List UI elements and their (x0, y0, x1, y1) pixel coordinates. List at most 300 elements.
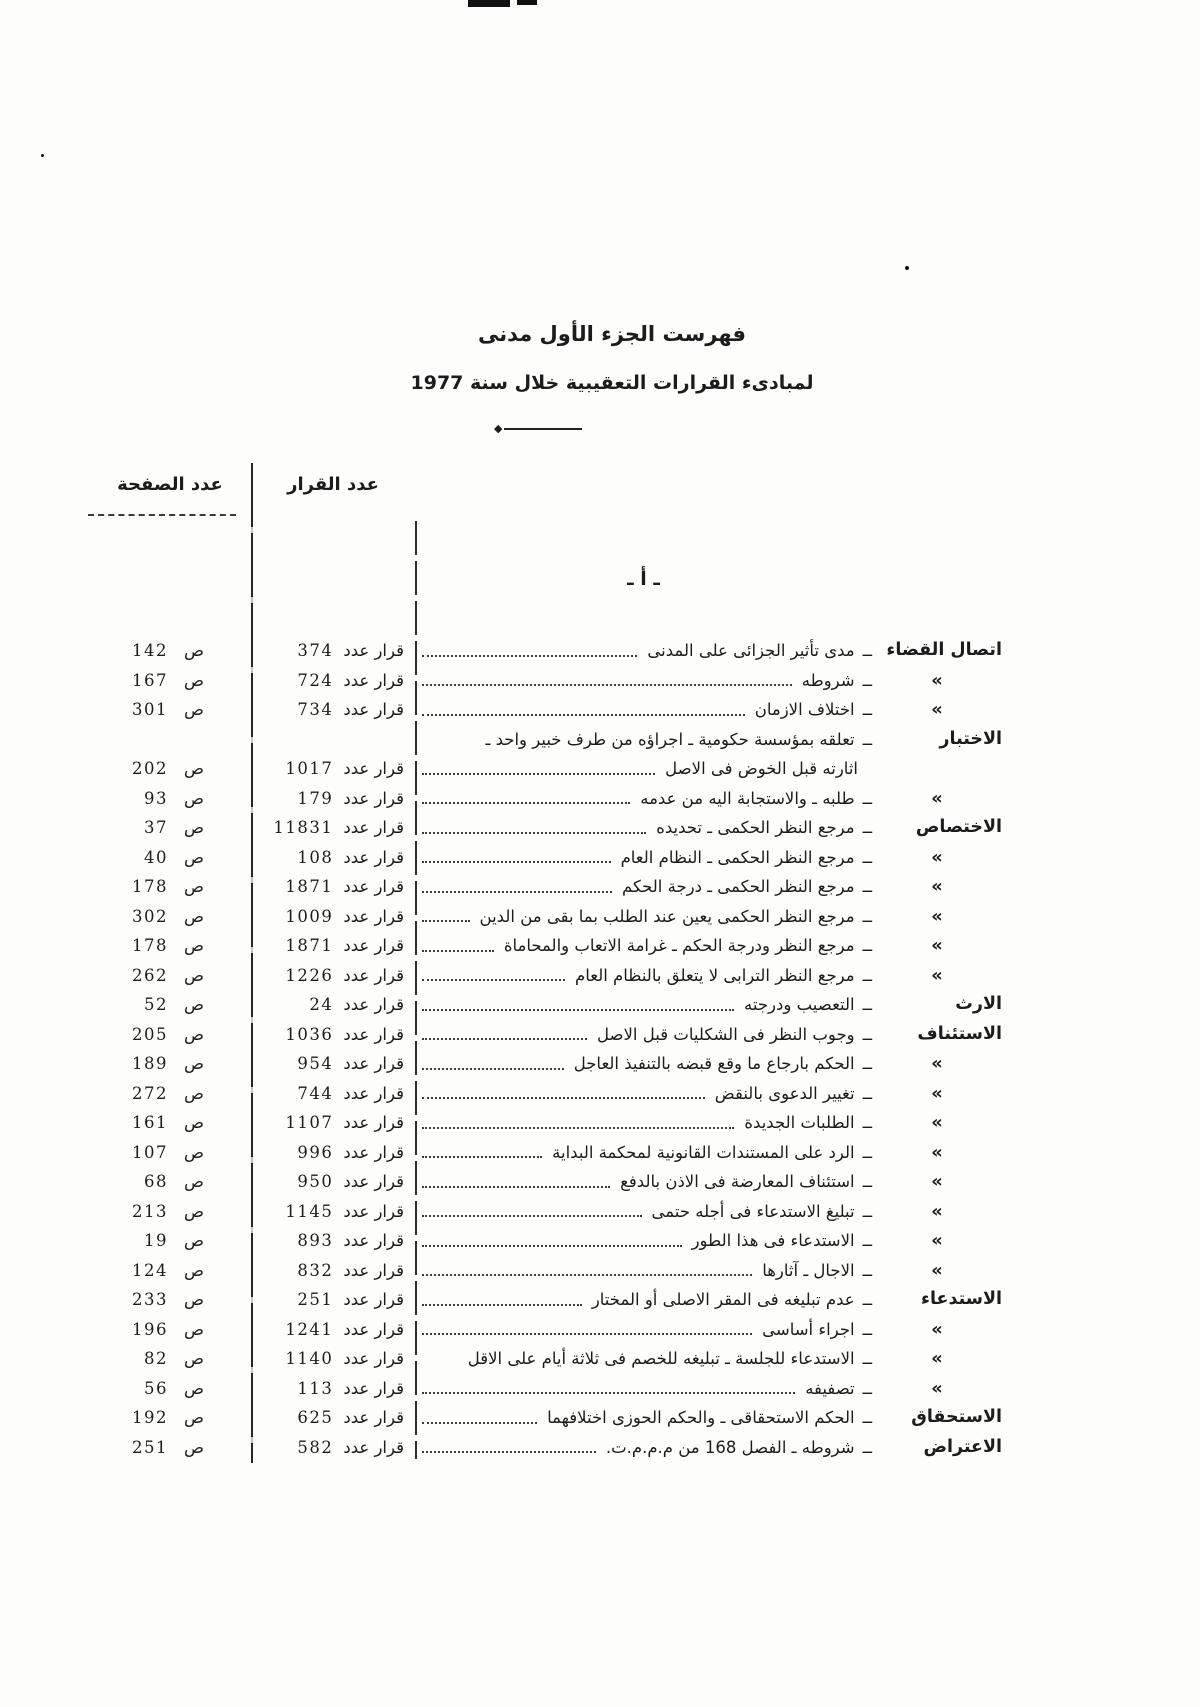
page-prefix: ص (184, 936, 204, 955)
table-row (90, 1403, 1002, 1433)
page-number-cell (90, 1197, 250, 1227)
decision-prefix: قرار عدد (343, 965, 404, 985)
entry-dash: ــ (862, 1024, 872, 1044)
page-number-cell (90, 1079, 250, 1109)
decision-number: 179 (297, 788, 334, 808)
section-label: » (931, 1230, 943, 1251)
page-number-cell (90, 1374, 250, 1404)
page-prefix: ص (184, 906, 204, 926)
decision-number: 734 (297, 700, 334, 719)
dotted-leader (422, 1197, 642, 1218)
page-prefix: ص (184, 788, 204, 808)
page-number: 178 (132, 936, 169, 955)
page-number: 213 (132, 1201, 169, 1221)
entry-description (416, 1374, 872, 1404)
entry-dash: ــ (862, 1290, 872, 1309)
entry-dash: ــ (862, 1054, 872, 1073)
decision-prefix: قرار عدد (343, 1113, 404, 1132)
entry-text: مرجع النظر الترابى لا يتعلق بالنظام العام (574, 965, 855, 985)
dotted-leader (422, 1167, 610, 1188)
page-number: 205 (132, 1024, 169, 1044)
table-row (90, 872, 1002, 902)
page-number-cell (90, 872, 250, 902)
decision-prefix: قرار عدد (343, 1408, 404, 1427)
page-number: 189 (132, 1054, 169, 1073)
section-label: الاعتراض (923, 1436, 1002, 1457)
page-number-cell (90, 1344, 250, 1374)
decision-number-cell (250, 961, 416, 991)
section-label: الاستدعاء (921, 1289, 1002, 1309)
dotted-leader (422, 1374, 795, 1395)
decision-number-cell (250, 1374, 416, 1404)
section-label: » (931, 1348, 943, 1369)
section-label: » (931, 1377, 943, 1399)
decision-number-cell (250, 725, 416, 784)
decision-prefix: قرار عدد (343, 670, 404, 690)
decision-prefix: قرار عدد (343, 1201, 404, 1221)
entry-text: استئناف المعارضة فى الاذن بالدفع (620, 1172, 855, 1191)
entry-description (416, 1433, 872, 1463)
entry-description (416, 813, 872, 843)
page-subtitle: لمبادىء القرارات التعقيبية خلال سنة 1977 (410, 372, 814, 394)
section-label: اتصال القضاء (886, 640, 1002, 660)
decision-number-cell (250, 695, 416, 725)
dotted-leader (422, 872, 612, 893)
entry-line1 (416, 1049, 872, 1079)
decision-prefix: قرار عدد (343, 1231, 404, 1250)
decision-prefix: قرار عدد (343, 1290, 404, 1309)
section-label: الاختبار (939, 728, 1002, 749)
page-prefix: ص (184, 877, 204, 896)
entry-line1 (416, 1344, 872, 1374)
ornamental-divider: ◆ (492, 428, 582, 430)
page-number-cell (90, 961, 250, 991)
dotted-leader (422, 813, 646, 834)
entry-text: الطلبات الجديدة (744, 1113, 855, 1132)
entry-dash: ــ (862, 1378, 872, 1398)
page-number-cell (90, 1108, 250, 1138)
table-row (90, 725, 1002, 784)
page-number-cell (90, 1020, 250, 1050)
page-number-cell (90, 1285, 250, 1315)
entry-description (416, 990, 872, 1020)
scan-artifact (905, 266, 909, 270)
section-label: » (931, 964, 943, 986)
dotted-leader (422, 1403, 537, 1424)
page-number-cell (90, 666, 250, 696)
decision-number-cell (250, 1167, 416, 1197)
entry-dash: ــ (862, 788, 872, 808)
page-number: 52 (144, 995, 169, 1014)
entry-description (416, 902, 872, 932)
decision-number: 108 (297, 847, 334, 867)
entry-line1 (416, 1433, 872, 1463)
page-number: 233 (132, 1290, 169, 1309)
entry-text: مرجع النظر الحكمى ـ النظام العام (620, 847, 855, 867)
entry-dash: ــ (862, 729, 872, 749)
dotted-leader (422, 1226, 682, 1247)
section-label: الارث (955, 994, 1002, 1014)
entry-line1 (416, 725, 872, 755)
page-number-cell (90, 784, 250, 814)
page-number: 262 (132, 965, 169, 985)
decision-prefix: قرار عدد (343, 759, 404, 778)
entry-description (416, 666, 872, 696)
page-number-cell (90, 695, 250, 725)
page-number: 196 (132, 1319, 169, 1339)
decision-number-cell (250, 902, 416, 932)
page-number: 68 (144, 1172, 169, 1191)
dotted-leader (422, 1138, 542, 1159)
entry-text: شروطه ـ الفصل 168 من م.م.م.ت. (605, 1437, 855, 1457)
table-row (90, 695, 1002, 725)
entry-dash: ــ (862, 1349, 872, 1368)
decision-number: 625 (297, 1408, 334, 1427)
decision-number-cell (250, 931, 416, 961)
section-label: الاستئناف (917, 1023, 1002, 1044)
decision-number: 1241 (285, 1319, 334, 1339)
page-prefix: ص (184, 1260, 204, 1280)
entry-dash: ــ (862, 670, 872, 690)
page-number: 40 (144, 847, 169, 867)
decision-number: 1009 (285, 906, 334, 926)
entry-line1 (416, 961, 872, 991)
page-prefix: ص (184, 1201, 204, 1221)
letter-section-marker: ـ أ ـ (627, 568, 660, 590)
decision-number: 1140 (285, 1349, 334, 1368)
entry-dash: ــ (862, 1113, 872, 1132)
entry-text: تصفيفه (805, 1378, 855, 1398)
divider-line (504, 428, 582, 430)
decision-prefix: قرار عدد (343, 1437, 404, 1457)
decision-number: 113 (297, 1378, 334, 1398)
entry-line1 (416, 1315, 872, 1345)
table-row (90, 902, 1002, 932)
decision-number-cell (250, 1403, 416, 1433)
page-prefix: ص (184, 1349, 204, 1368)
entry-line2 (416, 754, 872, 784)
table-row (90, 1433, 1002, 1463)
entry-description (416, 1197, 872, 1227)
entry-description (416, 1049, 872, 1079)
entry-dash: ــ (862, 1231, 872, 1250)
decision-number-cell (250, 1433, 416, 1463)
section-label: » (931, 905, 943, 927)
page-prefix: ص (184, 995, 204, 1014)
decision-number: 24 (309, 995, 334, 1014)
page-number-cell (90, 1138, 250, 1168)
decision-number: 996 (297, 1142, 334, 1162)
page-number-cell (90, 1256, 250, 1286)
entry-text: مرجع النظر الحكمى ـ درجة الحكم (622, 877, 855, 896)
dotted-leader (422, 695, 745, 716)
page-number-cell (90, 902, 250, 932)
section-label: » (931, 1053, 943, 1074)
entry-text: عدم تبليغه فى المقر الاصلى أو المختار (591, 1290, 855, 1309)
entry-text: الحكم بارجاع ما وقع قبضه بالتنفيذ العاجل (573, 1054, 855, 1073)
dotted-leader (422, 931, 494, 952)
page-prefix: ص (184, 1231, 204, 1250)
dotted-leader (422, 784, 630, 805)
entry-line1 (416, 666, 872, 696)
page-prefix: ص (184, 1378, 204, 1398)
page-prefix: ص (184, 1142, 204, 1162)
entry-line1 (416, 1167, 872, 1197)
entry-line1 (416, 902, 872, 932)
section-label: » (931, 787, 943, 809)
page-number-cell (90, 725, 250, 784)
page-number-cell (90, 1226, 250, 1256)
entry-dash: ــ (862, 847, 872, 867)
decision-number-cell (250, 666, 416, 696)
page-prefix: ص (184, 1290, 204, 1309)
entry-line1 (416, 1138, 872, 1168)
decision-number-cell (250, 872, 416, 902)
entry-text: تغيير الدعوى بالنقض (714, 1083, 855, 1103)
entry-text: الاستدعاء للجلسة ـ تبليغه للخصم فى ثلاثة أيام على الاقل (467, 1349, 855, 1368)
entry-description (416, 1256, 872, 1286)
decision-number-cell (250, 1020, 416, 1050)
entry-description (416, 1138, 872, 1168)
decision-prefix: قرار عدد (343, 1319, 404, 1339)
table-row (90, 961, 1002, 991)
decision-number-cell (250, 636, 416, 666)
entry-text: الاستدعاء فى هذا الطور (691, 1231, 855, 1250)
entry-text: طلبه ـ والاستجابة اليه من عدمه (640, 788, 855, 808)
entry-dash: ــ (862, 700, 872, 719)
page-prefix: ص (184, 1172, 204, 1191)
decision-number: 374 (297, 641, 334, 660)
entry-dash: ــ (862, 1201, 872, 1221)
entry-dash: ــ (862, 1142, 872, 1162)
dotted-leader (422, 961, 565, 982)
page-number: 124 (132, 1260, 169, 1280)
decision-number: 744 (297, 1083, 334, 1103)
entry-description (416, 695, 872, 725)
decision-number-cell (250, 1315, 416, 1345)
decision-prefix: قرار عدد (343, 1378, 404, 1398)
decision-number-cell (250, 1285, 416, 1315)
decision-number: 251 (297, 1290, 334, 1309)
page-prefix: ص (184, 700, 204, 719)
entry-text: تبليغ الاستدعاء فى أجله حتمى (651, 1201, 855, 1221)
dotted-leader (422, 990, 734, 1011)
entry-description (416, 784, 872, 814)
toc-rows (90, 636, 1002, 1462)
entry-line1 (416, 872, 872, 902)
page-number-cell (90, 931, 250, 961)
entry-dash: ــ (862, 1408, 872, 1427)
decision-number: 1871 (285, 877, 334, 896)
entry-description (416, 931, 872, 961)
entry-dash: ــ (862, 818, 872, 837)
entry-description (416, 872, 872, 902)
entry-text-continued: اثارته قبل الخوض فى الاصل (665, 759, 858, 778)
page-prefix: ص (184, 847, 204, 867)
dotted-leader (422, 1020, 587, 1041)
table-row (90, 1315, 1002, 1345)
entry-line1 (416, 1226, 872, 1256)
page-number-cell (90, 1403, 250, 1433)
page-col-header: عدد الصفحة (117, 474, 223, 495)
header-dashed-rule (88, 514, 236, 516)
decision-number: 1036 (285, 1024, 334, 1044)
decision-number: 1226 (285, 965, 334, 985)
dotted-leader (422, 1079, 705, 1100)
entry-description (416, 1403, 872, 1433)
dotted-leader (422, 1108, 734, 1129)
entry-text: الاجال ـ آثارها (762, 1260, 855, 1280)
decision-prefix: قرار عدد (343, 1349, 404, 1368)
entry-line1 (416, 1403, 872, 1433)
page-number-cell (90, 1049, 250, 1079)
table-row (90, 843, 1002, 873)
decision-number: 950 (297, 1172, 334, 1191)
entry-line1 (416, 784, 872, 814)
entry-dash: ــ (862, 1083, 872, 1103)
entry-line1 (416, 931, 872, 961)
section-label: الاختصاص (915, 817, 1002, 837)
dotted-leader (422, 1049, 564, 1070)
section-label: الاستحقاق (911, 1407, 1002, 1427)
page-number: 302 (132, 906, 169, 926)
table-row (90, 990, 1002, 1020)
entry-description (416, 961, 872, 991)
page-number: 167 (132, 670, 169, 690)
page-number: 161 (132, 1113, 169, 1132)
page-number-cell (90, 1167, 250, 1197)
entry-text: وجوب النظر فى الشكليات قبل الاصل (596, 1024, 855, 1044)
page-number: 37 (144, 818, 169, 837)
entry-line1 (416, 1256, 872, 1286)
page-number: 19 (144, 1231, 169, 1250)
entry-description (416, 1226, 872, 1256)
section-label: » (931, 1141, 943, 1163)
table-row (90, 1020, 1002, 1050)
entry-text: مدى تأثير الجزائى على المدنى (647, 641, 855, 660)
page-prefix: ص (184, 1054, 204, 1073)
entry-line1 (416, 1285, 872, 1315)
page-number: 82 (144, 1349, 169, 1368)
decision-prefix: قرار عدد (343, 788, 404, 808)
entry-line1 (416, 843, 872, 873)
page-number: 107 (132, 1142, 169, 1162)
page-prefix: ص (184, 641, 204, 660)
entry-text: مرجع النظر الحكمى ـ تحديده (656, 818, 855, 837)
page-prefix: ص (184, 1024, 204, 1044)
entry-line1 (416, 1197, 872, 1227)
dotted-leader (422, 666, 792, 687)
table-row (90, 636, 1002, 666)
decision-number-cell (250, 990, 416, 1020)
table-row (90, 1167, 1002, 1197)
entry-description (416, 1079, 872, 1109)
decision-col-header: عدد القرار (287, 474, 379, 495)
decision-number: 1145 (285, 1201, 334, 1221)
page-prefix: ص (184, 1437, 204, 1457)
decision-prefix: قرار عدد (343, 641, 404, 660)
entry-dash: ــ (862, 906, 872, 926)
page-number: 202 (132, 759, 169, 778)
decision-prefix: قرار عدد (343, 1260, 404, 1280)
entry-text: الرد على المستندات القانونية لمحكمة البداية (552, 1142, 855, 1162)
scan-artifact (41, 154, 44, 157)
dotted-leader (422, 754, 655, 775)
page-prefix: ص (184, 818, 204, 837)
section-label: » (931, 1112, 943, 1133)
decision-number: 1017 (285, 759, 334, 778)
page-number: 178 (132, 877, 169, 896)
decision-number: 1107 (285, 1113, 334, 1132)
decision-number-cell (250, 1256, 416, 1286)
page-number-cell (90, 1433, 250, 1463)
table-row (90, 1197, 1002, 1227)
section-label: » (931, 1171, 943, 1192)
entry-line1 (416, 636, 872, 666)
entry-dash: ــ (862, 1319, 872, 1339)
table-row (90, 1285, 1002, 1315)
page-number: 93 (144, 788, 169, 808)
decision-prefix: قرار عدد (343, 1142, 404, 1162)
decision-number-cell (250, 1197, 416, 1227)
entry-dash: ــ (862, 877, 872, 896)
decision-prefix: قرار عدد (343, 936, 404, 955)
page-prefix: ص (184, 1408, 204, 1427)
decision-number-cell (250, 1138, 416, 1168)
entry-line1 (416, 813, 872, 843)
decision-number-cell (250, 1079, 416, 1109)
entry-dash: ــ (862, 965, 872, 985)
entry-description (416, 1020, 872, 1050)
decision-number-cell (250, 1049, 416, 1079)
table-row (90, 931, 1002, 961)
page-prefix: ص (184, 670, 204, 690)
table-row (90, 1256, 1002, 1286)
dotted-leader (422, 1285, 582, 1306)
decision-number: 954 (297, 1054, 334, 1073)
page-prefix: ص (184, 1319, 204, 1339)
section-label: » (931, 1259, 943, 1281)
decision-prefix: قرار عدد (343, 1054, 404, 1073)
section-label: » (931, 1082, 943, 1104)
page-number: 301 (132, 700, 169, 719)
decision-prefix: قرار عدد (343, 906, 404, 926)
entry-line1 (416, 1108, 872, 1138)
section-label: » (931, 935, 943, 956)
table-row (90, 1108, 1002, 1138)
decision-number-cell (250, 1344, 416, 1374)
entry-line1 (416, 1374, 872, 1404)
page-number-cell (90, 990, 250, 1020)
page-number: 142 (132, 641, 169, 660)
entry-dash: ــ (862, 1437, 872, 1457)
entry-dash: ــ (862, 1260, 872, 1280)
decision-number-cell (250, 1226, 416, 1256)
entry-text: التعصيب ودرجته (744, 995, 855, 1014)
decision-prefix: قرار عدد (343, 877, 404, 896)
entry-description (416, 725, 872, 784)
decision-number-cell (250, 813, 416, 843)
section-label: » (931, 669, 943, 691)
decision-number-cell (250, 843, 416, 873)
entry-text: تعلقه بمؤسسة حكومية ـ اجراؤه من طرف خبير واحد ـ (485, 729, 855, 749)
decision-number: 11831 (273, 818, 334, 837)
page-number: 272 (132, 1083, 169, 1103)
entry-description (416, 1108, 872, 1138)
table-row (90, 666, 1002, 696)
page-number-cell (90, 1315, 250, 1345)
decision-number: 1871 (285, 936, 334, 955)
